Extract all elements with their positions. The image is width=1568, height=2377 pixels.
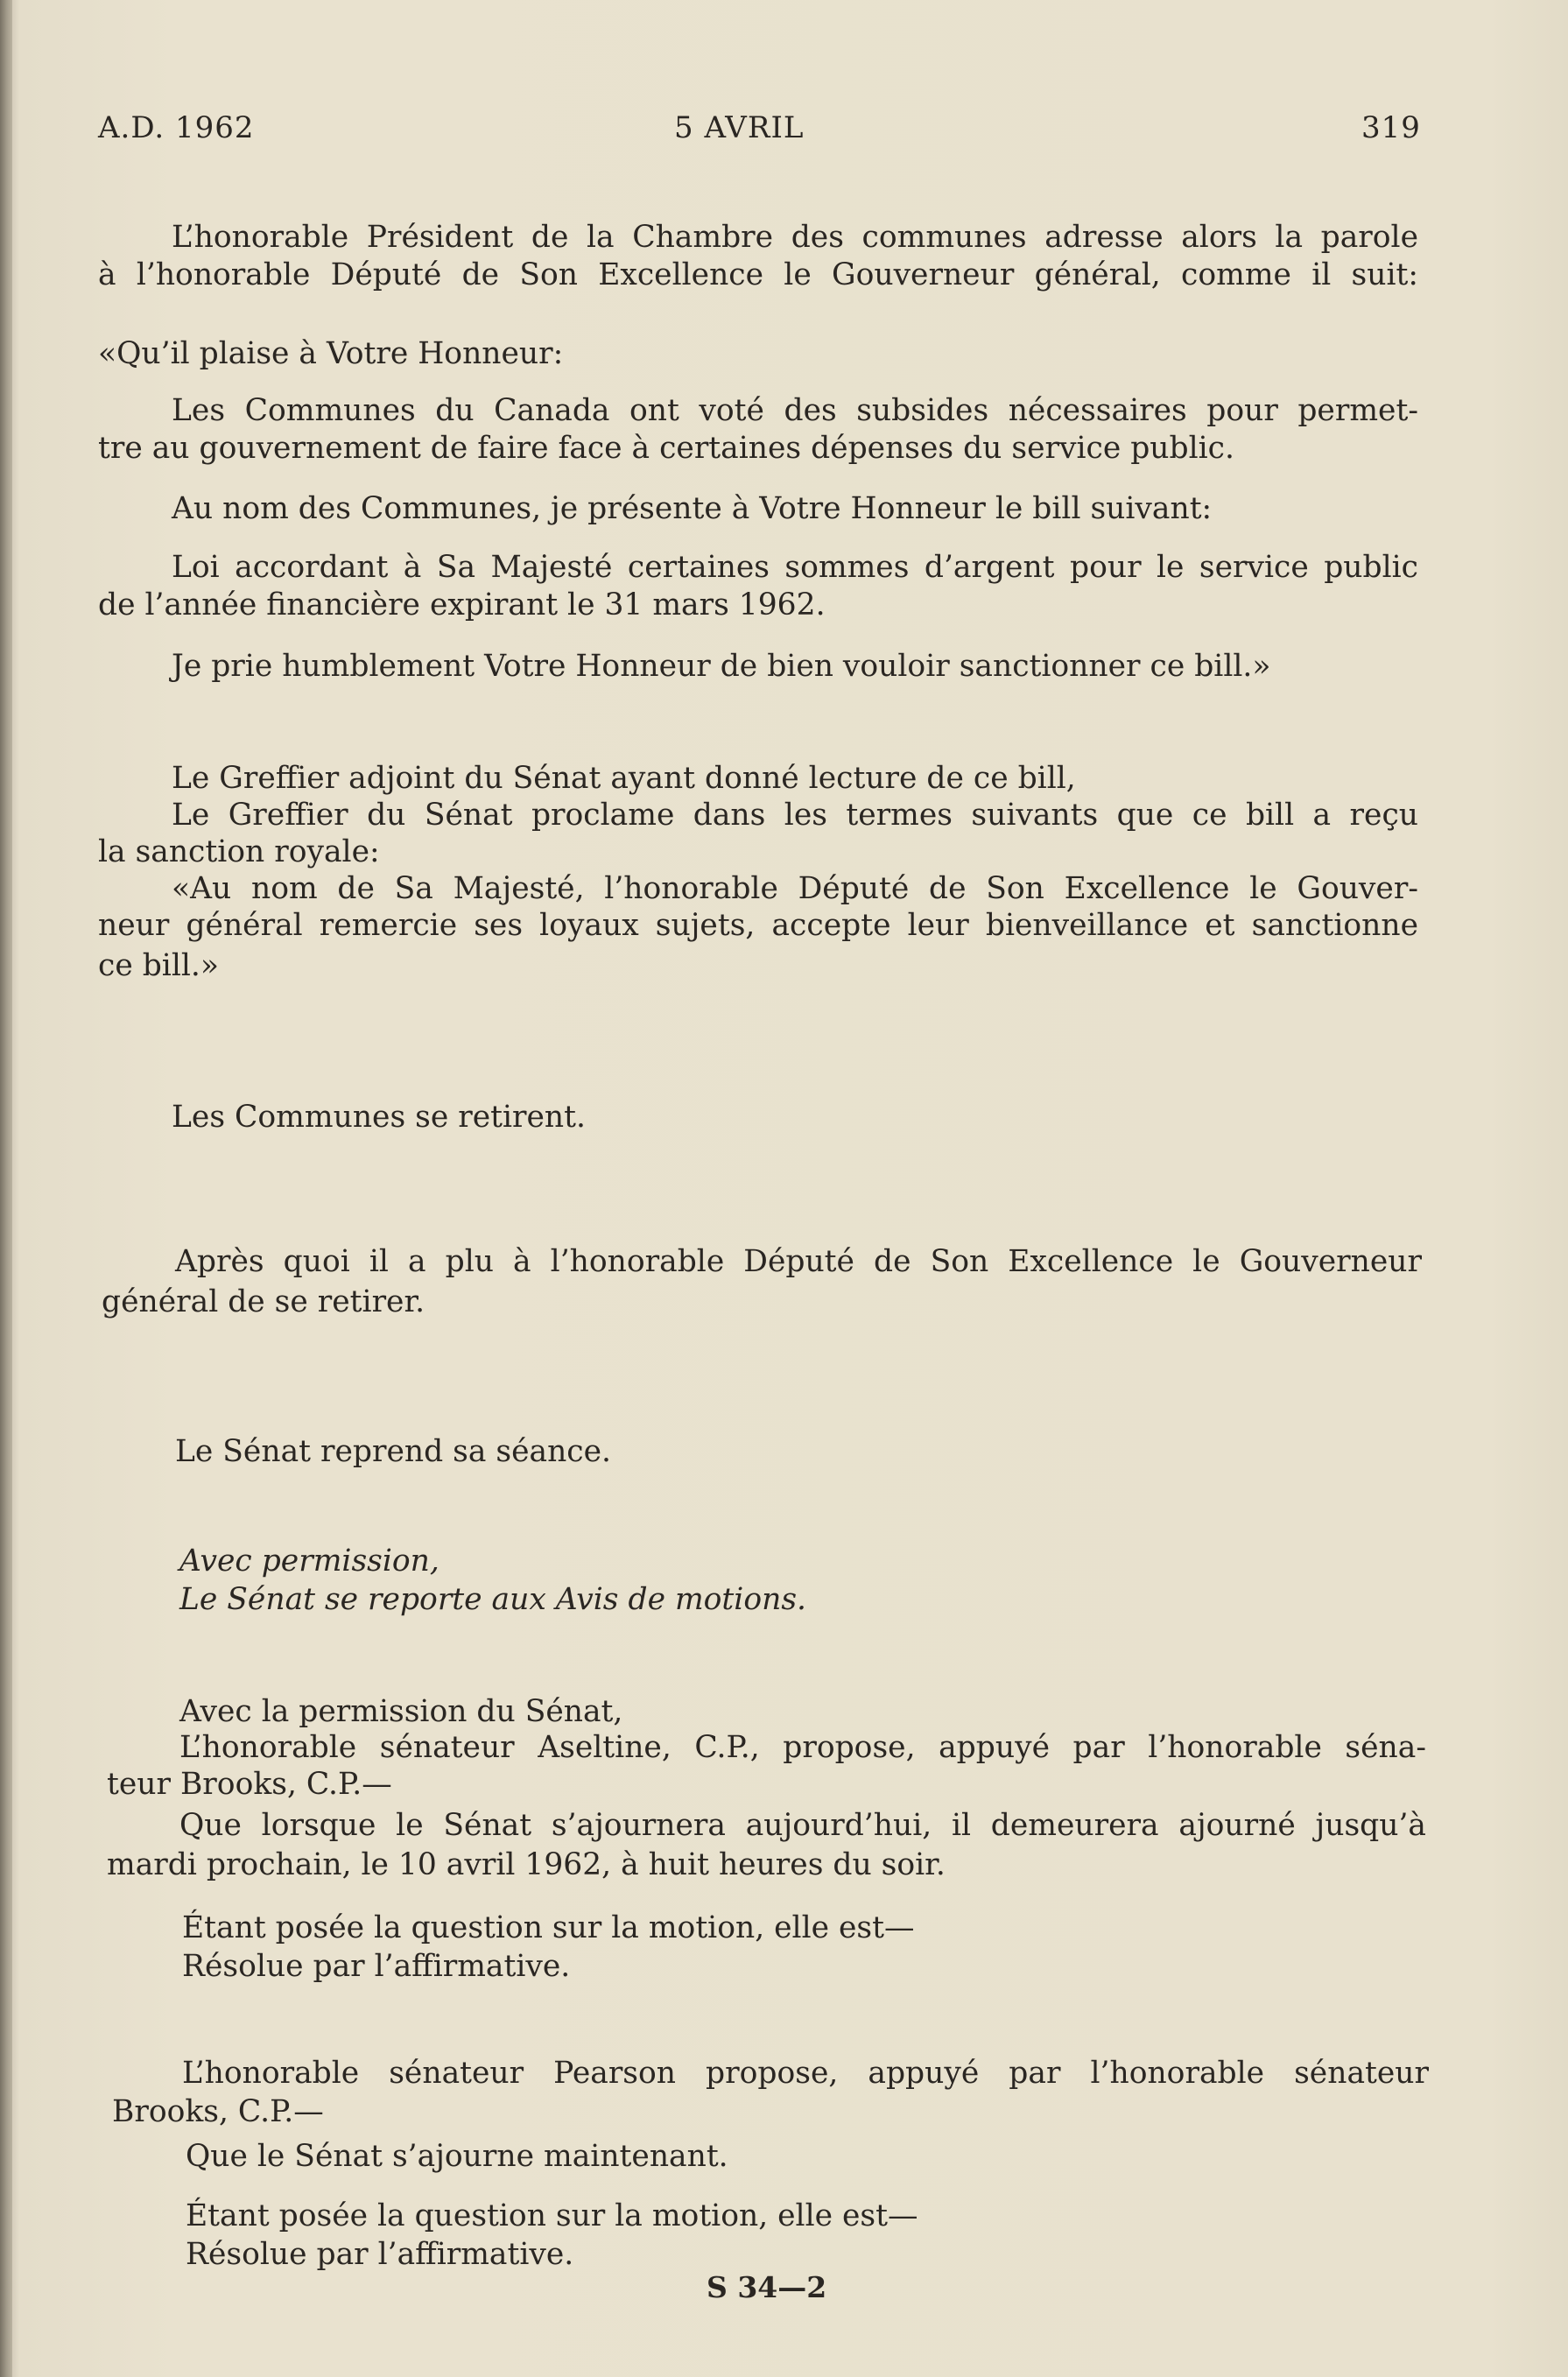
paragraph-line: Le Sénat reprend sa séance.	[175, 1434, 611, 1469]
paragraph-line: Que le Sénat s’ajourne maintenant.	[186, 2139, 728, 2174]
paragraph-line: Le Sénat se reporte aux Avis de motions.	[179, 1582, 806, 1617]
signature-mark: S 34—2	[707, 2270, 827, 2304]
paragraph-line: Les Communes se retirent.	[172, 1100, 586, 1135]
paragraph-line	[98, 907, 1418, 945]
text-line: «Au nom de Sa Majesté, l’honorable Député de Son Excellence le Gouver-	[172, 871, 1418, 906]
text-line: L’honorable sénateur Pearson propose, appuyé par l’honorable sénateur	[182, 2056, 1429, 2091]
paragraph-line	[175, 1243, 1422, 1281]
paragraph-line	[182, 2055, 1429, 2092]
paragraph-line: la sanction royale:	[98, 834, 380, 869]
text-line: Le Greffier du Sénat proclame dans les termes suivants que ce bill a reçu	[172, 798, 1418, 833]
paragraph-line: «Qu’il plaise à Votre Honneur:	[98, 336, 564, 371]
paragraph-line: teur Brooks, C.P.—	[107, 1767, 392, 1802]
paragraph-line	[179, 1807, 1426, 1845]
text-line: neur général remercie ses loyaux sujets, accepte leur bienveillance et sanctionne	[98, 908, 1418, 943]
paragraph-line: Au nom des Communes, je présente à Votre Honneur le bill suivant:	[172, 491, 1213, 526]
text-line: Après quoi il a plu à l’honorable Député de Son Excellence le Gouverneur	[175, 1244, 1422, 1279]
paragraph-line: Brooks, C.P.—	[112, 2094, 324, 2129]
paragraph-line: Étant posée la question sur la motion, elle est—	[182, 1910, 915, 1945]
paragraph-line	[179, 1729, 1426, 1767]
binding-edge	[0, 0, 12, 2377]
paragraph-line: Avec la permission du Sénat,	[179, 1694, 623, 1729]
paragraph-line: ce bill.»	[98, 948, 219, 983]
text-line: à l’honorable Député de Son Excellence le Gouverneur général, comme il suit:	[98, 257, 1418, 292]
text-line: Loi accordant à Sa Majesté certaines sommes d’argent pour le service public	[172, 550, 1418, 585]
paragraph-line: général de se retirer.	[102, 1284, 425, 1319]
paragraph-line	[172, 870, 1418, 908]
paragraph-line: mardi prochain, le 10 avril 1962, à huit heures du soir.	[107, 1847, 946, 1882]
text-line: L’honorable sénateur Aseltine, C.P., propose, appuyé par l’honorable séna-	[179, 1730, 1426, 1765]
paragraph-line: Avec permission,	[179, 1544, 439, 1579]
paragraph-line	[172, 219, 1418, 257]
paragraph-line: tre au gouvernement de faire face à certaines dépenses du service public.	[98, 431, 1234, 466]
paragraph-line: Étant posée la question sur la motion, elle est—	[186, 2198, 918, 2233]
paragraph-line: Je prie humblement Votre Honneur de bien vouloir sanctionner ce bill.»	[172, 649, 1271, 684]
header-date: 5 AVRIL	[674, 110, 805, 145]
paragraph-line	[172, 797, 1418, 834]
paragraph-line: Le Greffier adjoint du Sénat ayant donné lecture de ce bill,	[172, 761, 1076, 796]
paragraph-line	[172, 392, 1418, 430]
text-line: L’honorable Président de la Chambre des communes adresse alors la parole	[172, 220, 1418, 255]
paragraph-line: Résolue par l’affirmative.	[182, 1949, 571, 1984]
header-year: A.D. 1962	[98, 110, 255, 145]
text-line: Que lorsque le Sénat s’ajournera aujourd’hui, il demeurera ajourné jusqu’à	[179, 1808, 1426, 1843]
paragraph-line	[98, 257, 1418, 294]
paragraph-line: de l’année financière expirant le 31 mars 1962.	[98, 587, 826, 622]
page-number: 319	[1361, 110, 1421, 145]
paragraph-line	[172, 549, 1418, 587]
text-line: Les Communes du Canada ont voté des subsides nécessaires pour permet-	[172, 393, 1418, 428]
paragraph-line: Résolue par l’affirmative.	[186, 2237, 574, 2272]
